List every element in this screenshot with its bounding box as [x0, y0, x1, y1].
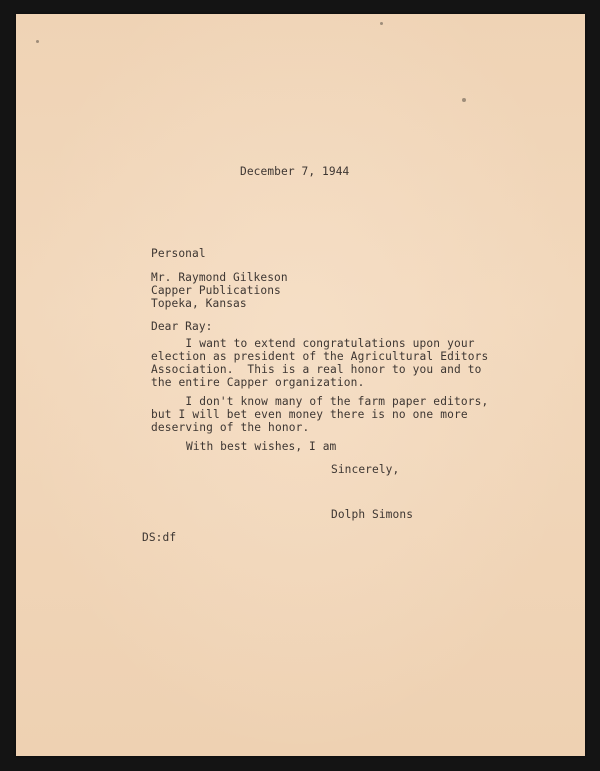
recipient-name: Mr. Raymond Gilkeson: [151, 271, 288, 284]
closing-line: With best wishes, I am: [186, 440, 337, 453]
paper-speck: [380, 22, 383, 25]
paragraph-line: election as president of the Agricultural Editors: [151, 350, 489, 363]
valediction: Sincerely,: [331, 463, 400, 476]
paragraph-line: I want to extend congratulations upon your: [151, 337, 475, 350]
paragraph-line: Association. This is a real honor to you and to: [151, 363, 482, 376]
signature-name: Dolph Simons: [331, 508, 414, 521]
paragraph-line: I don't know many of the farm paper editors,: [151, 395, 489, 408]
typist-initials: DS:df: [142, 531, 177, 544]
personal-label: Personal: [151, 247, 206, 260]
paragraph-line: the entire Capper organization.: [151, 376, 365, 389]
greeting: Dear Ray:: [151, 320, 213, 333]
paper-speck: [36, 40, 39, 43]
paragraph-line: deserving of the honor.: [151, 421, 310, 434]
paper-speck: [462, 98, 466, 102]
letter-page: [16, 14, 585, 756]
recipient-company: Capper Publications: [151, 284, 281, 297]
paragraph-line: but I will bet even money there is no one more: [151, 408, 468, 421]
letter-date: December 7, 1944: [240, 165, 350, 178]
recipient-location: Topeka, Kansas: [151, 297, 247, 310]
